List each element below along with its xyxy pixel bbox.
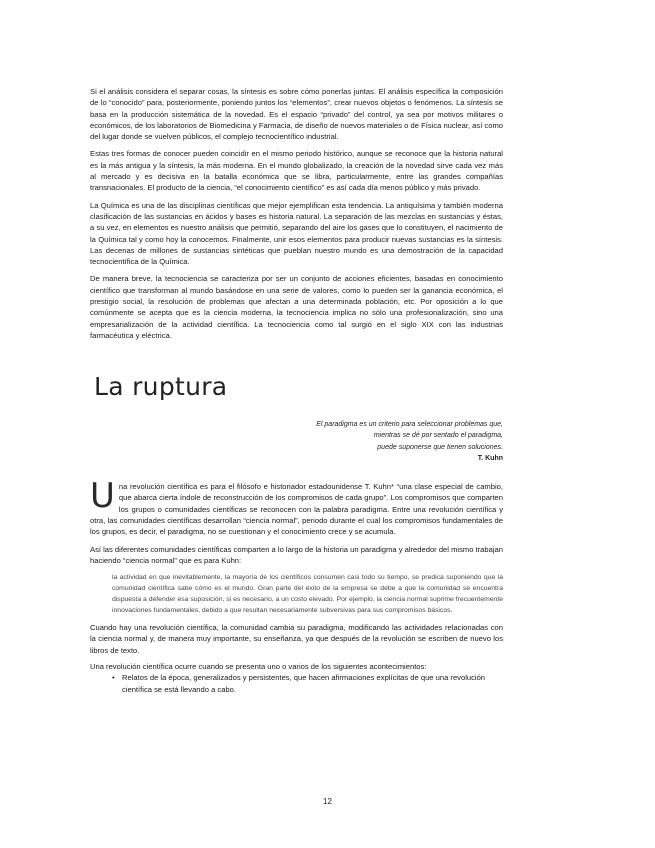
list-item: • Relatos de la época, generalizados y persistentes, que hacen afirmaciones explícitas de que una revolución científica se está llevando a cabo.: [122, 672, 503, 695]
block-quote: la actividad en que inevitablemente, la mayoría de los científicos consumen casi todo su tiempo, se predica suponiendo que la comunidad científica sabe cómo es el mundo. Gran parte del éxito de la empresa se debe a que la comunidad se encuentra dispuesta a defender esa suposición, si es necesario, a un costo elevado. Por ejemplo, la ciencia normal suprime frecuentemente innovaciones fundamentales, debido a que resultan necesariamente subversivas para sus compromisos básicos.: [112, 574, 503, 615]
paragraph-three-forms: Estas tres formas de conocer pueden coincidir en el mismo periodo histórico, aunque se reconoce que la historia natural es la más antigua y la síntesis, la más moderna. En el mundo globalizado, la creación de la novedad sirve cada vez más al mercado y es decisiva en la batalla económica que se libra, particularmente, entre las grandes compañías transnacionales. El producto de la ciencia, “el conocimiento científico” es así cada día menos público y más privado.: [90, 149, 503, 193]
bullet-list: [90, 672, 503, 695]
epigraph: [90, 419, 503, 464]
paragraph-normal-science: Así las diferentes comunidades científicas comparten a lo largo de la historia un paradigma y alrededor del mismo trabajan haciendo “ciencia normal” que es para Kuhn:: [90, 544, 503, 565]
paragraph-synthesis: Si el análisis considera el separar cosas, la síntesis es sobre cómo ponerlas juntas. El análisis específica la composición de lo “conocido” para, posteriormente, poniendo juntos los “elementos”, crear nuevos objetos o fenómenos. La síntesis se basa en la producción sistemática de la novedad. Es el espacio “privado” del control, ya sea por motivos militares o económicos, de los laboratorios de Biomedicina y Farmacia, de diseño de nuevos materiales o de Física nuclear, así como del lugar donde se vuelven públicos, el complejo tecnocientífico industrial.: [90, 87, 503, 142]
paragraph-revolution-occurs: Una revolución científica ocurre cuando se presenta uno o varios de los siguientes acontecimientos:: [90, 662, 427, 672]
page-number: 12: [323, 797, 332, 806]
paragraph-kuhn-revolution: [90, 476, 503, 537]
drop-cap: U: [90, 476, 115, 517]
epigraph-author: T. Kuhn: [477, 454, 503, 462]
paragraph-technoscience: De manera breve, la tecnociencia se caracteriza por ser un conjunto de acciones eficientes, basadas en conocimiento científico que transforman al mundo basándose en una serie de valores, como lo pueden ser la ganancia económica, el prestigio social, la resolución de problemas que afectan a una determinada población, etc. Por oposición a lo que comúnmente se acepta que es la ciencia moderna, la tecnociencia implica no sólo una profesionalización, sino una empresarialización de la actividad científica. La tecnociencia como tal surgió en el siglo XIX con las industrias farmacéutica y eléctrica.: [90, 274, 503, 340]
paragraph-chemistry: La Química es una de las disciplinas científicas que mejor ejemplifican esta tendencia. La antiquísima y también moderna clasificación de las sustancias en ácidos y bases es historia natural. La separación de las mezclas en sustancias y éstas, a su vez, en elementos es nuestro análisis que permitió, separando del aire los gases que lo constituyen, el nacimiento de la Química tal y como hoy la conocemos. Finalmente, unir esos elementos para producir nuevas sustancias es la síntesis. Las decenas de millones de sustancias sintéticas que pueblan nuestro mundo es una demostración de la capacidad tecnocientífica de la Química.: [90, 200, 503, 267]
page-content: [90, 86, 503, 695]
epigraph-line: puede suponerse que tienen soluciones.: [377, 443, 503, 451]
epigraph-line: El paradigma es un criterio para seleccionar problemas que,: [316, 421, 503, 429]
paragraph-paradigm-change: Cuando hay una revolución científica, la comunidad cambia su paradigma, modificando las actividades relacionadas con la ciencia normal y, de manera muy importante, su enseñanza, ya que después de la revolución se escriben de nuevo los libros de texto.: [90, 623, 503, 655]
section-title: La ruptura: [94, 372, 228, 402]
epigraph-line: mientras se dé por sentado el paradigma,: [373, 432, 503, 440]
paragraph-kuhn-text: na revolución científica es para el filósofo e historiador estadounidense T. Kuhn* “una clase especial de cambio, que abarca cierta índole de reconstrucción de los compromisos de cada grupo”. Los compromisos que comparten los grupos o comunidades científicas se reconocen con la palabra paradigma. Entre una revolución científica y otra, las comunidades científicas desarrollan “ciencia normal”, periodo durante el cual los compromisos fundamentales de los grupos, es decir, el paradigma, no se cuestionan y el conocimiento crece y se acumula.: [90, 482, 503, 537]
